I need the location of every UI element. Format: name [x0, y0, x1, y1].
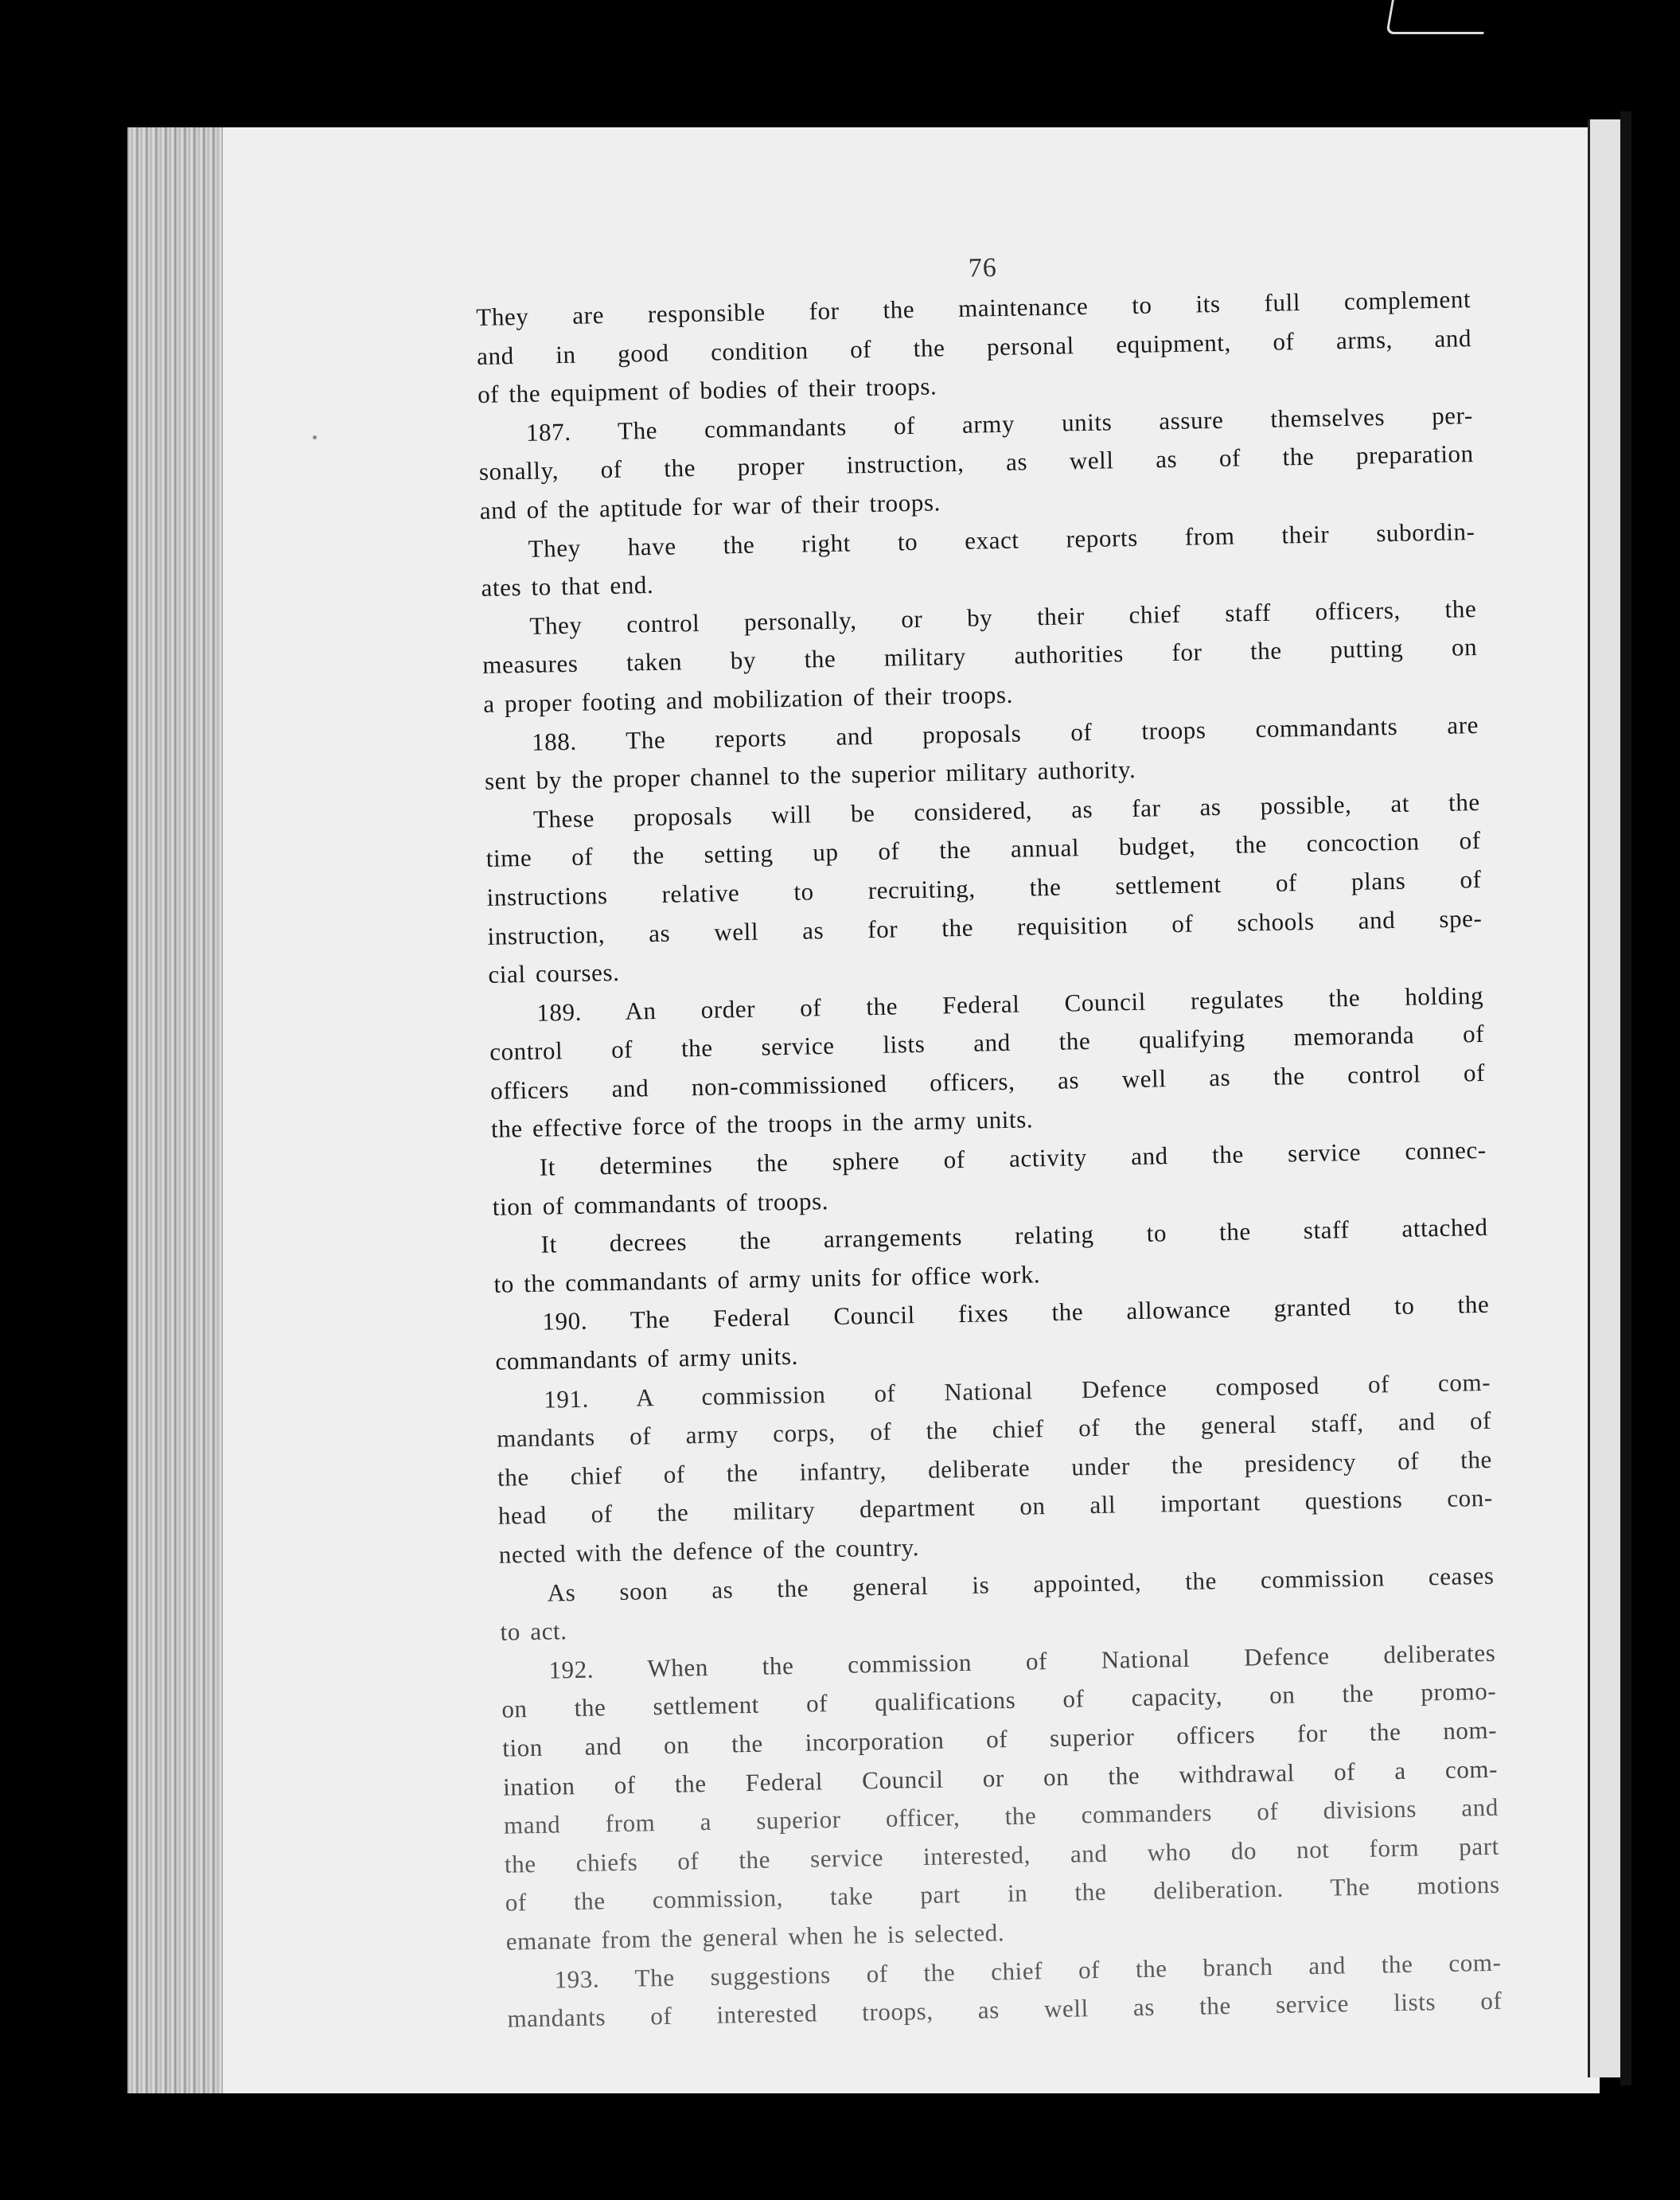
text-line: the chief of the infantry, deliberate under the presidency of the: [497, 1445, 1493, 1492]
facing-page-edge: [1588, 119, 1623, 2077]
text-line: commandants of army units.: [495, 1341, 799, 1375]
speck: [313, 435, 317, 439]
text-line: They are responsible for the maintenance to its full complement: [476, 285, 1471, 331]
text-line: instructions relative to recruiting, the settlement of plans of: [486, 864, 1482, 911]
text-line: the effective force of the troops in the army units.: [490, 1105, 1034, 1144]
text-line: They have the right to exact reports from their subordin-: [528, 517, 1475, 563]
scan-artifact: [1386, 0, 1490, 34]
text-line: cial courses.: [488, 958, 620, 989]
text-line: They control personally, or by their chief staff officers, the: [529, 594, 1477, 640]
text-line: These proposals will be considered, as far as possible, at the: [532, 787, 1481, 833]
text-line: emanate from the general when he is selected.: [505, 1918, 1005, 1956]
page-edge-stack: [127, 127, 239, 2093]
text-line: time of the setting up of the annual budget, the concoction of: [485, 826, 1481, 873]
text-line: 189. An order of the Federal Council regulates the holding: [536, 981, 1484, 1027]
text-line: sonally, of the proper instruction, as well as of the preparation: [478, 439, 1475, 486]
text-line: to act.: [500, 1617, 567, 1646]
text-line: ates to that end.: [481, 571, 654, 603]
text-line: head of the military department on all important questions con-: [497, 1484, 1494, 1531]
text-line: mandants of interested troops, as well as the service lists of: [507, 1986, 1503, 2033]
text-line: of the commission, take part in the deliberation. The motions: [505, 1870, 1500, 1917]
text-line: nected with the defence of the country.: [498, 1533, 920, 1569]
text-line: and of the aptitude for war of their troops.: [479, 488, 941, 525]
text-line: instruction, as well as for the requisition of schools and spe-: [487, 903, 1483, 950]
text-line: 190. The Federal Council fixes the allowance granted to the: [542, 1290, 1490, 1336]
text-line: tion and on the incorporation of superior officers for the nom-: [501, 1715, 1498, 1762]
text-line: tion of commandants of troops.: [492, 1186, 829, 1221]
text-line: control of the service lists and the qualifying memoranda of: [489, 1020, 1485, 1067]
text-line: 192. When the commission of National Defence deliberates: [548, 1638, 1496, 1684]
page-number: 76: [968, 252, 998, 283]
text-line: As soon as the general is appointed, the commission ceases: [547, 1561, 1495, 1607]
text-line: 193. The suggestions of the chief of the branch and the com-: [554, 1948, 1502, 1994]
text-line: mandants of army corps, of the chief of the general staff, and of: [496, 1406, 1492, 1453]
text-line: and in good condition of the personal equipment, of arms, and: [476, 323, 1472, 370]
text-lines: [476, 280, 1503, 2038]
text-line: 191. A commission of National Defence composed of com-: [543, 1367, 1491, 1414]
text-line: a proper footing and mobilization of their troops.: [482, 680, 1014, 718]
text-line: sent by the proper channel to the superior military authority.: [484, 755, 1136, 796]
text-line: ination of the Federal Council or on the withdrawal of a com-: [502, 1754, 1499, 1801]
text-line: on the settlement of qualifications of capacity, on the promo-: [501, 1677, 1497, 1724]
text-line: to the commandants of army units for office work.: [493, 1260, 1041, 1298]
text-line: officers and non-commissioned officers, as well as the control of: [489, 1058, 1486, 1105]
text-line: measures taken by the military authorities for the putting on: [482, 633, 1478, 680]
text-line: 188. The reports and proposals of troops commandants are: [531, 710, 1479, 756]
text-line: It determines the sphere of activity and the service connec-: [539, 1135, 1487, 1181]
text-line: of the equipment of bodies of their troops.: [477, 372, 937, 409]
page-text: [475, 240, 1503, 2038]
text-line: 187. The commandants of army units assure themselves per-: [525, 400, 1474, 447]
text-line: It decrees the arrangements relating to the staff attached: [540, 1213, 1488, 1258]
text-line: the chiefs of the service interested, and who do not form part: [504, 1831, 1500, 1878]
binding-shadow: [1620, 111, 1631, 2085]
text-line: mand from a superior officer, the commanders of divisions and: [503, 1792, 1499, 1839]
